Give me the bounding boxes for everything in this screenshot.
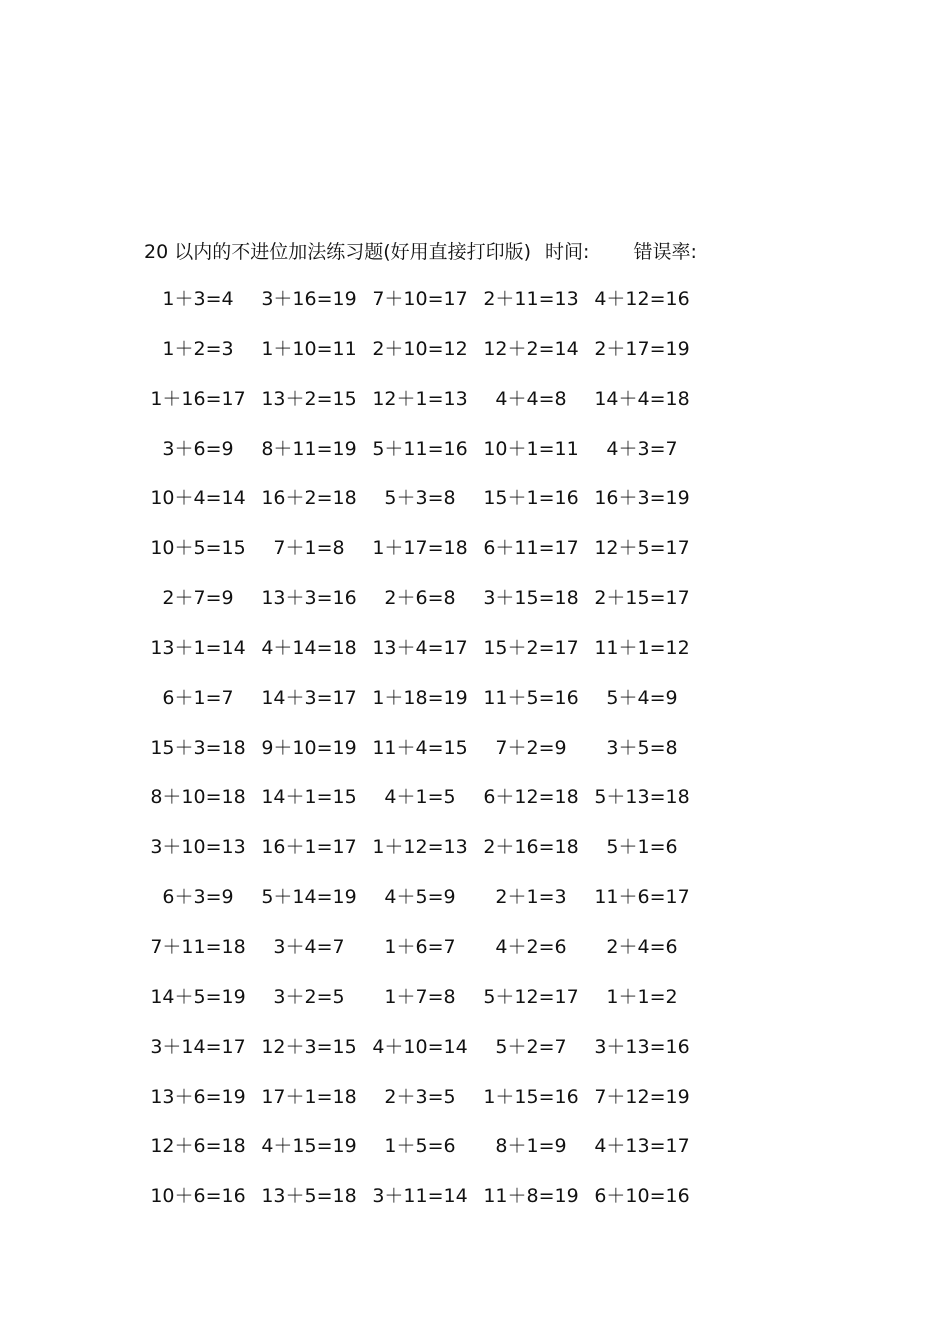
addition-problem: 11＋1=12	[594, 636, 690, 659]
addition-problem: 6＋1=7	[162, 686, 234, 709]
addition-problem: 1＋7=8	[384, 985, 456, 1008]
problem-row	[148, 883, 708, 933]
addition-problem: 12＋1=13	[372, 387, 468, 410]
addition-problem: 2＋17=19	[594, 337, 690, 360]
addition-problem: 5＋12=17	[483, 985, 579, 1008]
addition-problem: 16＋1=17	[261, 836, 357, 859]
addition-problem: 6＋10=16	[594, 1185, 690, 1208]
addition-problem: 12＋3=15	[261, 1035, 357, 1058]
problem-row	[148, 584, 708, 634]
addition-problem: 4＋3=7	[606, 437, 678, 460]
addition-problem: 13＋4=17	[372, 636, 468, 659]
addition-problem: 16＋2=18	[261, 487, 357, 510]
addition-problem: 2＋6=8	[384, 587, 456, 610]
addition-problem: 4＋10=14	[372, 1035, 468, 1058]
problem-row	[148, 1033, 708, 1083]
addition-problem: 13＋5=18	[261, 1185, 357, 1208]
addition-problem: 11＋4=15	[372, 736, 468, 759]
addition-problem: 13＋6=19	[150, 1085, 246, 1108]
addition-problem: 5＋2=7	[495, 1035, 567, 1058]
addition-problem: 5＋3=8	[384, 487, 456, 510]
addition-problem: 1＋12=13	[372, 836, 468, 859]
addition-problem: 3＋13=16	[594, 1035, 690, 1058]
addition-problem: 13＋3=16	[261, 587, 357, 610]
addition-problem: 4＋2=6	[495, 935, 567, 958]
addition-problem: 3＋2=5	[273, 985, 345, 1008]
addition-problem: 14＋5=19	[150, 985, 246, 1008]
addition-problem: 4＋4=8	[495, 387, 567, 410]
addition-problem: 3＋16=19	[261, 288, 357, 310]
addition-problem: 3＋5=8	[606, 736, 678, 759]
addition-problem: 12＋6=18	[150, 1135, 246, 1158]
worksheet-title: 20 以内的不进位加法练习题(好用直接打印版)	[144, 240, 532, 263]
problem-row	[148, 634, 708, 684]
addition-problem: 2＋10=12	[372, 337, 468, 360]
addition-problem: 3＋11=14	[372, 1185, 468, 1208]
problem-row	[148, 534, 708, 584]
addition-problem: 5＋13=18	[594, 786, 690, 809]
addition-problem: 1＋6=7	[384, 935, 456, 958]
addition-problem: 2＋7=9	[162, 587, 234, 610]
addition-problem: 1＋2=3	[162, 337, 234, 360]
addition-problem: 15＋3=18	[150, 736, 246, 759]
addition-problem: 7＋2=9	[495, 736, 567, 759]
addition-problem: 1＋16=17	[150, 387, 246, 410]
addition-problem: 13＋2=15	[261, 387, 357, 410]
addition-problem: 2＋15=17	[594, 587, 690, 610]
addition-problem: 4＋12=16	[594, 288, 690, 310]
addition-problem: 14＋3=17	[261, 686, 357, 709]
addition-problem: 1＋10=11	[261, 337, 357, 360]
addition-problem: 10＋5=15	[150, 537, 246, 560]
addition-problem: 6＋12=18	[483, 786, 579, 809]
addition-problem: 5＋4=9	[606, 686, 678, 709]
addition-problem: 12＋2=14	[483, 337, 579, 360]
addition-problem: 1＋5=6	[384, 1135, 456, 1158]
error-rate-label: 错误率:	[633, 240, 697, 263]
addition-problem: 11＋6=17	[594, 886, 690, 909]
addition-problem: 10＋6=16	[150, 1185, 246, 1208]
problem-row	[148, 285, 708, 335]
addition-problem: 7＋1=8	[273, 537, 345, 560]
problem-row	[148, 435, 708, 485]
addition-problem: 2＋3=5	[384, 1085, 456, 1108]
addition-problem: 10＋1=11	[483, 437, 579, 460]
problem-row	[148, 684, 708, 734]
addition-problem: 8＋10=18	[150, 786, 246, 809]
addition-problem: 4＋1=5	[384, 786, 456, 809]
addition-problem: 11＋5=16	[483, 686, 579, 709]
addition-problem: 1＋17=18	[372, 537, 468, 560]
addition-problem: 4＋15=19	[261, 1135, 357, 1158]
addition-problem: 8＋1=9	[495, 1135, 567, 1158]
problem-row	[148, 833, 708, 883]
problem-row	[148, 983, 708, 1033]
addition-problem: 5＋1=6	[606, 836, 678, 859]
addition-problem: 2＋4=6	[606, 935, 678, 958]
addition-problem: 4＋13=17	[594, 1135, 690, 1158]
addition-problem: 7＋11=18	[150, 935, 246, 958]
addition-problem: 12＋5=17	[594, 537, 690, 560]
addition-problem: 1＋15=16	[483, 1085, 579, 1108]
addition-problem: 5＋14=19	[261, 886, 357, 909]
addition-problem: 6＋3=9	[162, 886, 234, 909]
addition-problem: 14＋4=18	[594, 387, 690, 410]
addition-problem: 16＋3=19	[594, 487, 690, 510]
problem-row	[148, 1083, 708, 1133]
addition-problem: 17＋1=18	[261, 1085, 357, 1108]
problem-row	[148, 335, 708, 385]
addition-problem: 3＋10=13	[150, 836, 246, 859]
addition-problem: 10＋4=14	[150, 487, 246, 510]
addition-problem: 14＋1=15	[261, 786, 357, 809]
addition-problem: 11＋8=19	[483, 1185, 579, 1208]
problem-row	[148, 734, 708, 784]
addition-problem: 9＋10=19	[261, 736, 357, 759]
addition-problem: 1＋3=4	[162, 288, 234, 310]
problem-grid	[148, 285, 708, 1232]
addition-problem: 3＋4=7	[273, 935, 345, 958]
addition-problem: 3＋15=18	[483, 587, 579, 610]
addition-problem: 3＋6=9	[162, 437, 234, 460]
worksheet-header	[144, 236, 697, 264]
problem-row	[148, 385, 708, 435]
problem-row	[148, 933, 708, 983]
addition-problem: 1＋1=2	[606, 985, 678, 1008]
problem-row	[148, 783, 708, 833]
addition-problem: 5＋11=16	[372, 437, 468, 460]
addition-problem: 15＋1=16	[483, 487, 579, 510]
addition-problem: 1＋18=19	[372, 686, 468, 709]
addition-problem: 2＋16=18	[483, 836, 579, 859]
addition-problem: 4＋5=9	[384, 886, 456, 909]
addition-problem: 3＋14=17	[150, 1035, 246, 1058]
addition-problem: 8＋11=19	[261, 437, 357, 460]
addition-problem: 4＋14=18	[261, 636, 357, 659]
addition-problem: 7＋10=17	[372, 288, 468, 310]
addition-problem: 2＋1=3	[495, 886, 567, 909]
addition-problem: 13＋1=14	[150, 636, 246, 659]
problem-row	[148, 484, 708, 534]
time-label: 时间:	[545, 240, 590, 263]
problem-row	[148, 1182, 708, 1232]
addition-problem: 7＋12=19	[594, 1085, 690, 1108]
problem-row	[148, 1132, 708, 1182]
addition-problem: 15＋2=17	[483, 636, 579, 659]
addition-problem: 2＋11=13	[483, 288, 579, 310]
addition-problem: 6＋11=17	[483, 537, 579, 560]
